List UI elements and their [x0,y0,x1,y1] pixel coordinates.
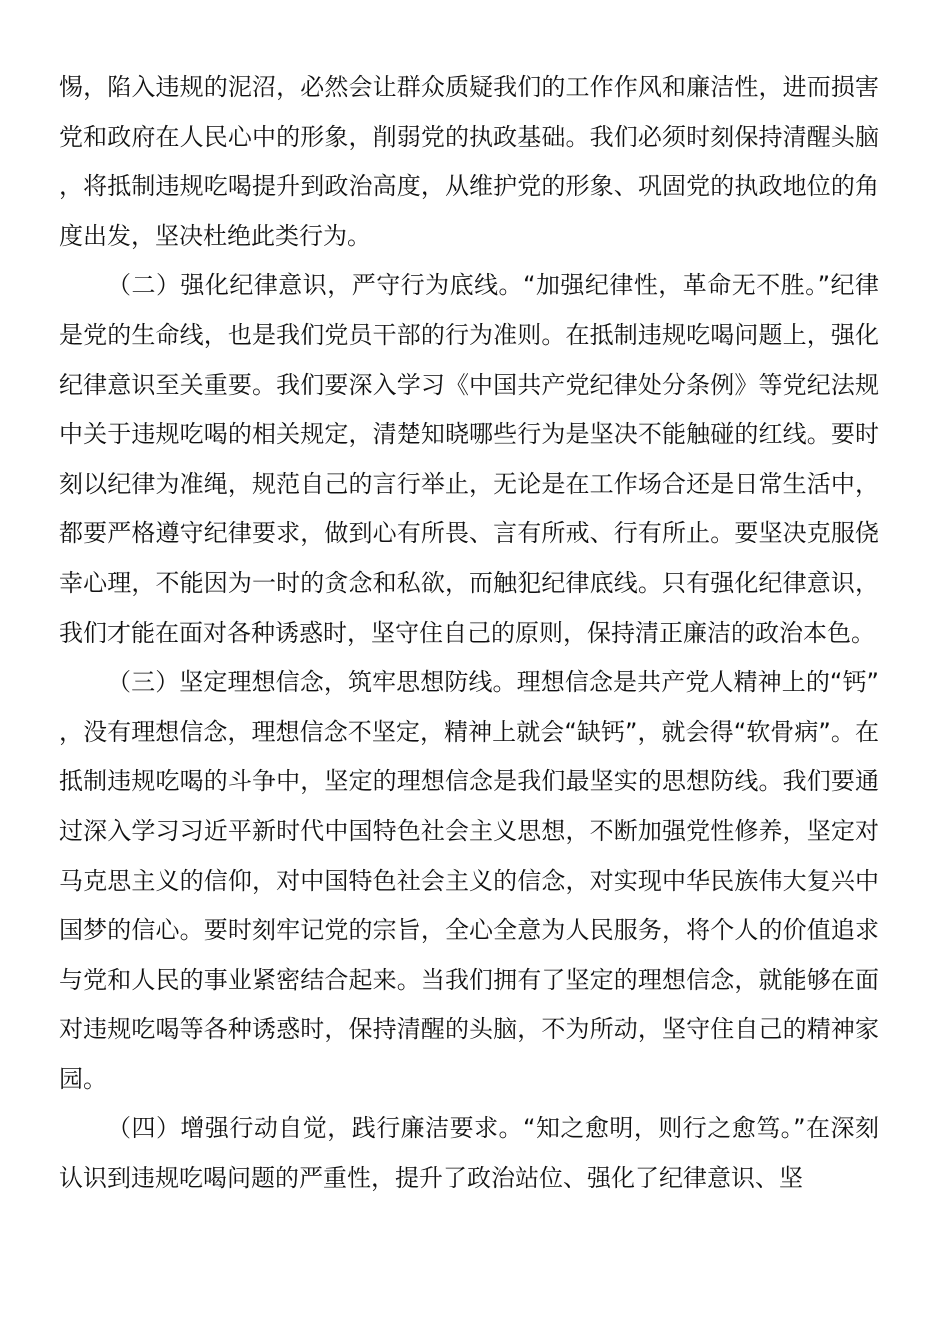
paragraph-3: （三）坚定理想信念，筑牢思想防线。理想信念是共产党人精神上的“钙”，没有理想信念，理想信念不坚定，精神上就会“缺钙”，就会得“软骨病”。在抵制违规吃喝的斗争中，坚定的理想信念是我们最坚实的思想防线。我们要通过深入学习习近平新时代中国特色社会主义思想，不断加强党性修养，坚定对马克思主义的信仰，对中国特色社会主义的信念，对实现中华民族伟大复兴中国梦的信心。要时刻牢记党的宗旨，全心全意为人民服务，将个人的价值追求与党和人民的事业紧密结合起来。当我们拥有了坚定的理想信念，就能够在面对违规吃喝等各种诱惑时，保持清醒的头脑，不为所动，坚守住自己的精神家园。 [59,668,879,1093]
paragraph-2: （二）强化纪律意识，严守行为底线。“加强纪律性，革命无不胜。”纪律是党的生命线，也是我们党员干部的行为准则。在抵制违规吃喝问题上，强化纪律意识至关重要。我们要深入学习《中国共产党纪律处分条例》等党纪法规中关于违规吃喝的相关规定，清楚知晓哪些行为是坚决不能触碰的红线。要时刻以纪律为准绳，规范自己的言行举止，无论是在工作场合还是日常生活中，都要严格遵守纪律要求，做到心有所畏、言有所戒、行有所止。要坚决克服侥幸心理，不能因为一时的贪念和私欲，而触犯纪律底线。只有强化纪律意识，我们才能在面对各种诱惑时，坚守住自己的原则，保持清正廉洁的政治本色。 [59,271,879,647]
paragraph-4: （四）增强行动自觉，践行廉洁要求。“知之愈明，则行之愈笃。”在深刻认识到违规吃喝问题的严重性，提升了政治站位、强化了纪律意识、坚 [59,1114,879,1193]
document-page [59,63,879,1204]
paragraph-1: 惕，陷入违规的泥沼，必然会让群众质疑我们的工作作风和廉洁性，进而损害党和政府在人民心中的形象，削弱党的执政基础。我们必须时刻保持清醒头脑，将抵制违规吃喝提升到政治高度，从维护党的形象、巩固党的执政地位的角度出发，坚决杜绝此类行为。 [59,73,879,250]
